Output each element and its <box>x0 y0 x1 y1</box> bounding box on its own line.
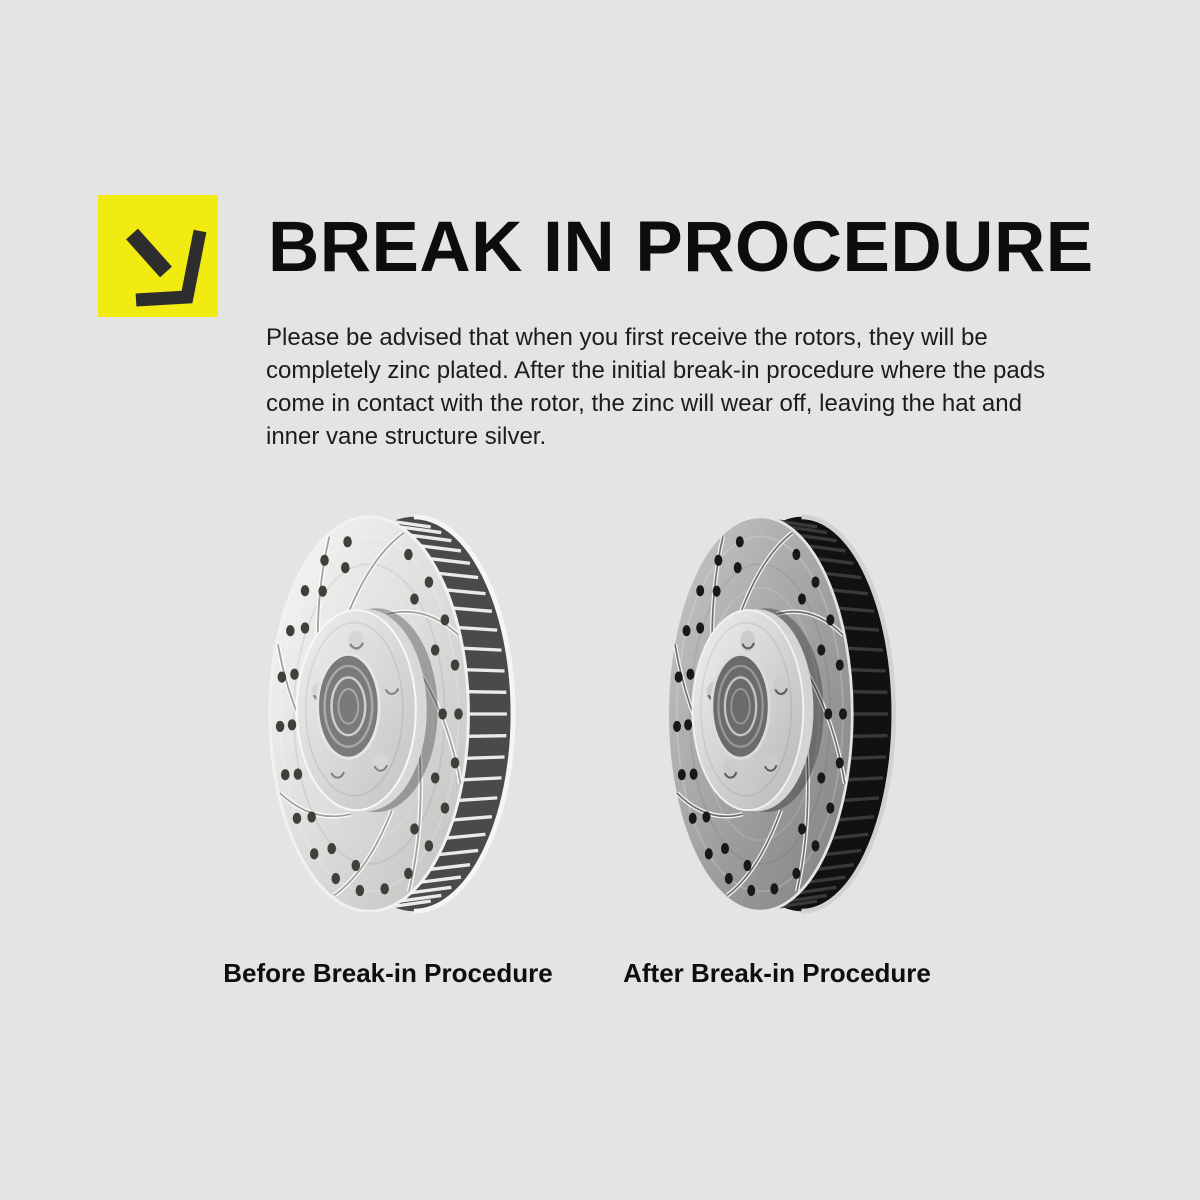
rotor-before-figure <box>223 512 553 988</box>
rotor-before-caption: Before Break-in Procedure <box>223 958 553 988</box>
intro-line: come in contact with the rotor, the zinc will wear off, leaving the hat and <box>266 390 1022 417</box>
intro-line: completely zinc plated. After the initial break-in procedure where the pads <box>266 357 1046 384</box>
intro-line: Please be advised that when you first receive the rotors, they will be <box>266 324 988 351</box>
page-title: BREAK IN PROCEDURE <box>268 208 1094 287</box>
intro-line: inner vane structure silver. <box>266 423 547 450</box>
rotor-after-caption: After Break-in Procedure <box>623 958 931 988</box>
rotor-after-figure <box>623 512 931 988</box>
rotor-after-photo <box>663 512 903 916</box>
rotor-before-photo <box>265 512 523 916</box>
